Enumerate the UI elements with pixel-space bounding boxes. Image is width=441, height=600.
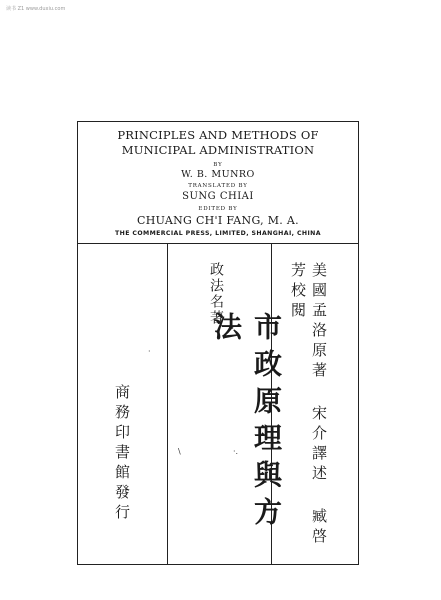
book-title-chinese: 市政原理與方法	[210, 312, 283, 534]
by-label: BY	[213, 162, 223, 168]
editor-name: CHUANG CH'I FANG, M. A.	[137, 214, 299, 227]
series-category: 政法名著	[208, 262, 224, 326]
ink-speck: ·.	[233, 447, 239, 456]
book-title-english: PRINCIPLES AND METHODS OF MUNICIPAL ADMINISTRATION	[117, 128, 319, 157]
translator-name: SUNG CHIAI	[182, 191, 254, 202]
publisher-english: THE COMMERCIAL PRESS, LIMITED, SHANGHAI, CHINA	[115, 230, 321, 237]
column-divider-left	[167, 243, 168, 564]
author-name: W. B. MUNRO	[181, 169, 255, 180]
english-header	[78, 122, 358, 242]
title-page-frame	[77, 121, 359, 565]
ink-speck: \	[178, 447, 181, 456]
publisher-chinese: 商務印書館發行	[113, 384, 131, 524]
translated-by-label: TRANSLATED BY	[188, 183, 248, 189]
edited-by-label: EDITED BY	[198, 206, 238, 212]
header-divider	[78, 243, 358, 244]
watermark-text: 读书 Z1 www.duxiu.com	[6, 6, 66, 12]
author-credits-chinese: 美國孟洛原著 宋介譯述 臧啓芳校閱	[289, 262, 328, 548]
ink-speck: ·	[148, 347, 151, 356]
